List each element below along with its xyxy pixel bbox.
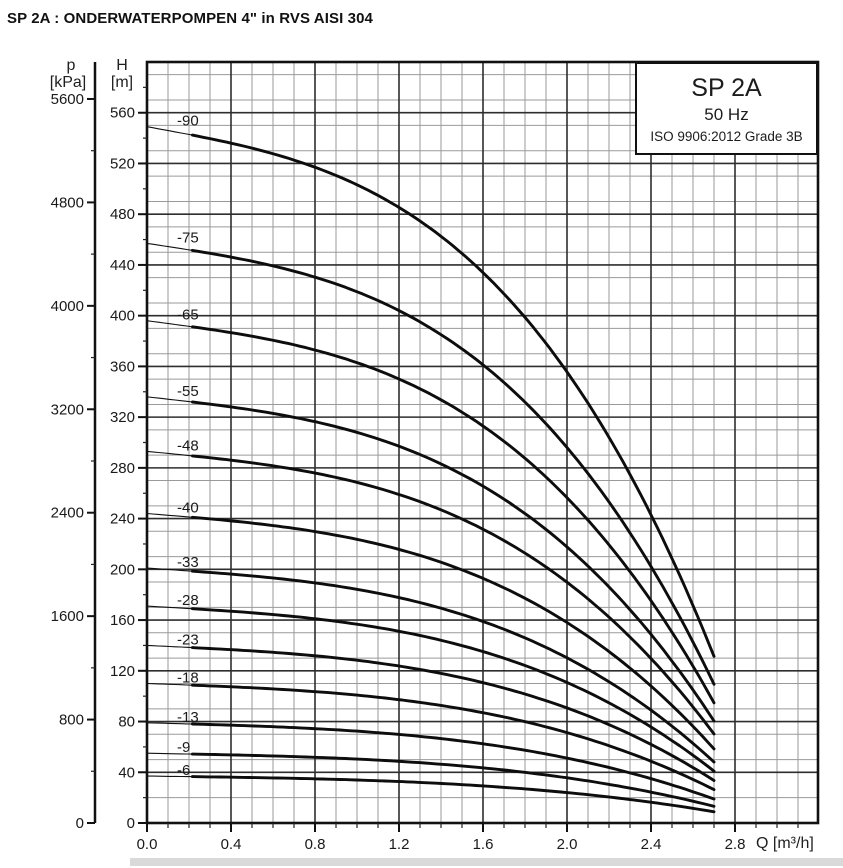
svg-text:280: 280: [109, 459, 135, 477]
curve-label-55: -55: [177, 382, 199, 400]
curve-labels: [177, 113, 199, 779]
curve-label-18: -18: [177, 669, 199, 687]
svg-text:3200: 3200: [50, 401, 84, 419]
curve-label-28: -28: [177, 592, 199, 610]
svg-text:4000: 4000: [50, 297, 84, 315]
svg-text:2.0: 2.0: [556, 836, 578, 853]
curve-label-9: -9: [177, 739, 191, 757]
svg-text:440: 440: [109, 256, 135, 274]
svg-text:5600: 5600: [50, 90, 84, 108]
curve-label-75: -75: [177, 229, 199, 247]
legend-standard: ISO 9906:2012 Grade 3B: [650, 129, 803, 144]
pump-curve-6-lead: [147, 776, 198, 777]
curve-label-33: -33: [177, 554, 199, 572]
curve-label-90: -90: [177, 112, 199, 130]
curve-label-13: -13: [177, 708, 199, 726]
svg-text:240: 240: [109, 510, 135, 528]
svg-text:2400: 2400: [50, 504, 84, 522]
svg-text:400: 400: [109, 307, 135, 325]
svg-text:0.4: 0.4: [220, 836, 242, 853]
pump-curve-9-lead: [147, 753, 198, 754]
legend-box: [635, 62, 818, 155]
svg-text:360: 360: [109, 358, 135, 376]
svg-text:800: 800: [58, 711, 84, 729]
svg-text:520: 520: [109, 155, 135, 173]
legend-frequency: 50 Hz: [704, 105, 749, 124]
flow-axis: [137, 823, 798, 853]
legend-model: SP 2A: [691, 74, 762, 102]
pressure-axis-unit: [kPa]: [49, 74, 87, 91]
head-axis-name: H: [116, 57, 128, 74]
curve-label-23: -23: [177, 631, 199, 649]
svg-text:40: 40: [118, 764, 135, 782]
pump-curve-9: [192, 754, 714, 806]
svg-text:480: 480: [109, 206, 135, 224]
pressure-axis: [51, 62, 95, 832]
svg-text:320: 320: [109, 409, 135, 427]
svg-text:0.8: 0.8: [304, 836, 326, 853]
pump-curve-48: [192, 456, 714, 734]
curve-label-40: -40: [177, 499, 199, 517]
svg-text:80: 80: [118, 713, 135, 731]
svg-text:0: 0: [126, 815, 135, 832]
svg-text:1.2: 1.2: [388, 836, 410, 853]
page-title: SP 2A : ONDERWATERPOMPEN 4" in RVS AISI 304: [7, 10, 373, 27]
pump-curve-23: [192, 648, 714, 781]
svg-text:0.0: 0.0: [136, 836, 158, 853]
svg-text:4800: 4800: [50, 194, 84, 212]
head-axis-unit: [m]: [110, 74, 134, 91]
curve-label-6: -6: [177, 762, 191, 780]
pump-curve-6: [192, 777, 714, 812]
curve-label-65: -65: [177, 306, 199, 324]
flow-axis-label: Q [m³/h]: [756, 835, 814, 852]
pressure-axis-name: p: [66, 57, 76, 74]
svg-text:200: 200: [109, 561, 135, 579]
svg-text:1.6: 1.6: [472, 836, 494, 853]
head-axis: [110, 87, 147, 832]
svg-text:2.8: 2.8: [724, 836, 746, 853]
svg-text:160: 160: [109, 612, 135, 630]
svg-text:560: 560: [109, 104, 135, 122]
curve-label-48: -48: [177, 437, 199, 455]
svg-text:0: 0: [75, 815, 84, 832]
svg-text:120: 120: [109, 662, 135, 680]
bottom-divider: [130, 858, 843, 866]
svg-text:1600: 1600: [50, 608, 84, 626]
svg-text:2.4: 2.4: [640, 836, 662, 853]
pump-curve-33: [192, 571, 714, 762]
